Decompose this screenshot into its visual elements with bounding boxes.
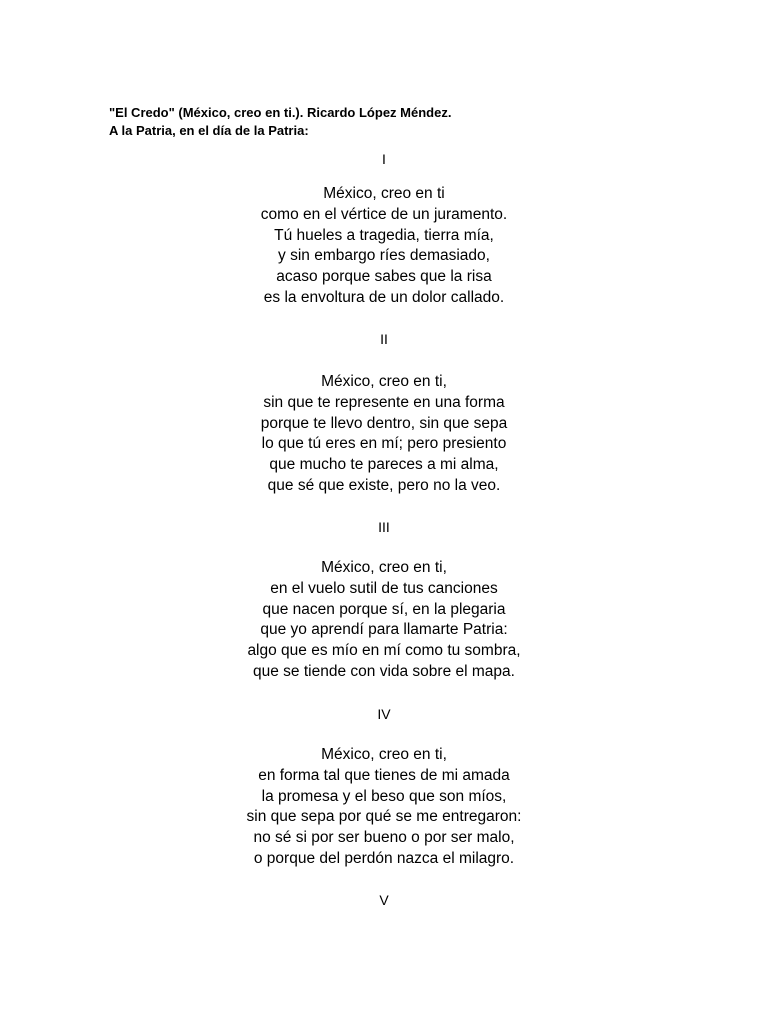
- stanza-numeral: IV: [377, 706, 391, 722]
- stanza-numeral: V: [379, 892, 389, 908]
- stanza-line: algo que es mío en mí como tu sombra,: [247, 642, 521, 660]
- stanza-line: es la envoltura de un dolor callado.: [263, 288, 505, 306]
- stanza-line: no sé si por ser bueno o por ser malo,: [253, 829, 515, 847]
- stanza-line: porque te llevo dentro, sin que sepa: [260, 414, 508, 432]
- stanza-line: que se tiende con vida sobre el mapa.: [253, 662, 515, 680]
- stanza-line: sin que sepa por qué se me entregaron:: [246, 808, 522, 826]
- stanza-numeral: III: [378, 519, 390, 535]
- stanza-line: México, creo en ti,: [321, 746, 447, 763]
- stanza-numeral: II: [380, 331, 388, 347]
- stanza-line: Tú hueles a tragedia, tierra mía,: [274, 226, 494, 244]
- stanza-line: acaso porque sabes que la risa: [276, 268, 492, 286]
- heading-dedication-line: A la Patria, en el día de la Patria:: [109, 123, 309, 138]
- stanza-line: que yo aprendí para llamarte Patria:: [260, 621, 508, 639]
- stanza-line: México, creo en ti,: [321, 373, 447, 390]
- stanza-line: en el vuelo sutil de tus canciones: [270, 579, 498, 597]
- stanza-line: lo que tú eres en mí; pero presiento: [261, 435, 507, 453]
- stanza-line: que nacen porque sí, en la plegaria: [262, 600, 506, 618]
- stanza: [0, 558, 768, 683]
- document-heading: [109, 104, 669, 140]
- stanza-line: y sin embargo ríes demasiado,: [278, 247, 490, 265]
- stanza-line: México, creo en ti: [323, 185, 445, 202]
- stanza-line: o porque del perdón nazca el milagro.: [253, 849, 515, 867]
- stanza-line: la promesa y el beso que son míos,: [261, 787, 507, 805]
- stanza-line: que mucho te pareces a mi alma,: [269, 456, 499, 474]
- stanza-line: sin que te represente en una forma: [263, 393, 505, 411]
- stanza-numeral: I: [382, 151, 386, 167]
- stanza-line: como en el vértice de un juramento.: [260, 205, 508, 223]
- stanza: [0, 184, 768, 309]
- stanza-line: en forma tal que tienes de mi amada: [258, 766, 510, 784]
- stanza-line: que sé que existe, pero no la veo.: [267, 476, 501, 494]
- stanza: [0, 372, 768, 497]
- stanza-line: México, creo en ti,: [321, 559, 447, 576]
- heading-title-line: "El Credo" (México, creo en ti.). Ricardo López Méndez.: [109, 105, 452, 120]
- stanza: [0, 745, 768, 870]
